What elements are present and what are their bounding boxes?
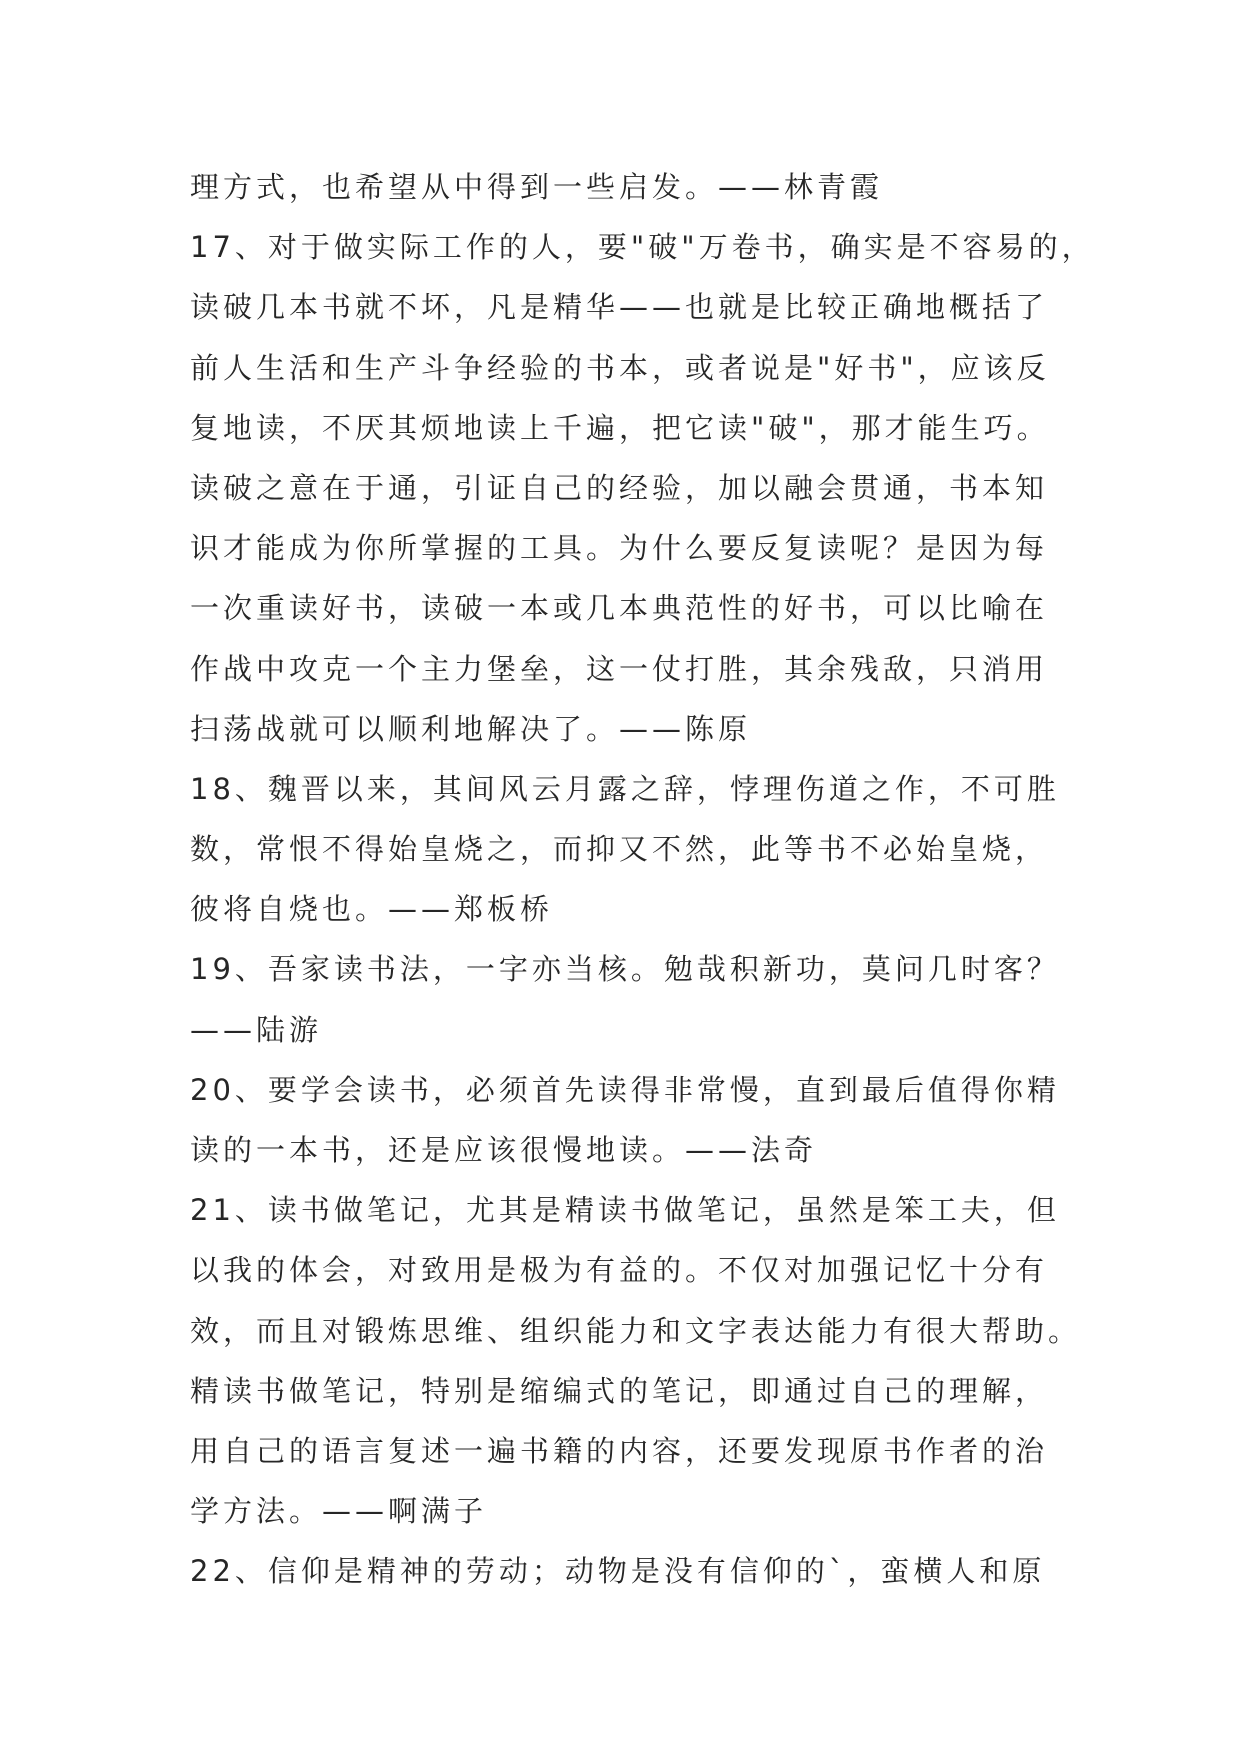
text-line: 读破之意在于通，引证自己的经验，加以融会贯通，书本知	[190, 470, 1049, 505]
text-line: 复地读，不厌其烦地读上千遍，把它读"破"，那才能生巧。	[190, 410, 1050, 445]
text-line: ——陆游	[190, 1012, 323, 1047]
text-line: 以我的体会，对致用是极为有益的。不仅对加强记忆十分有	[190, 1253, 1049, 1288]
text-line: 扫荡战就可以顺利地解决了。——陈原	[190, 711, 752, 746]
text-line: 读破几本书就不坏，凡是精华——也就是比较正确地概括了	[190, 290, 1049, 325]
text-line: 前人生活和生产斗争经验的书本，或者说是"好书"，应该反	[190, 350, 1050, 385]
text-line: 作战中攻克一个主力堡垒，这一仗打胜，其余残敌，只消用	[190, 651, 1049, 686]
text-line: 学方法。——啊满子	[190, 1494, 488, 1529]
text-line: 18、魏晋以来，其间风云月露之辞，悖理伤道之作，不可胜	[190, 771, 1060, 806]
text-line: 识才能成为你所掌握的工具。为什么要反复读呢？是因为每	[190, 531, 1049, 566]
text-line: 19、吾家读书法，一字亦当核。勉哉积新功，莫问几时客？	[190, 952, 1060, 987]
text-line: 21、读书做笔记，尤其是精读书做笔记，虽然是笨工夫，但	[190, 1193, 1060, 1228]
text-line: 一次重读好书，读破一本或几本典范性的好书，可以比喻在	[190, 591, 1049, 626]
text-line: 效，而且对锻炼思维、组织能力和文字表达能力有很大帮助。	[190, 1313, 1082, 1348]
text-line: 20、要学会读书，必须首先读得非常慢，直到最后值得你精	[190, 1072, 1060, 1107]
text-line: 22、信仰是精神的劳动；动物是没有信仰的`，蛮横人和原	[190, 1554, 1046, 1589]
text-line: 17、对于做实际工作的人，要"破"万卷书，确实是不容易的，	[190, 230, 1095, 265]
text-line: 精读书做笔记，特别是缩编式的笔记，即通过自己的理解，	[190, 1373, 1049, 1408]
body-text	[190, 157, 1095, 1602]
text-line: 彼将自烧也。——郑板桥	[190, 892, 554, 927]
text-line: 用自己的语言复述一遍书籍的内容，还要发现原书作者的治	[190, 1433, 1049, 1468]
text-line: 读的一本书，还是应该很慢地读。——法奇	[190, 1133, 818, 1167]
text-line: 数，常恨不得始皇烧之，而抑又不然，此等书不必始皇烧，	[190, 832, 1049, 867]
text-line: 理方式，也希望从中得到一些启发。——林青霞	[190, 170, 884, 204]
